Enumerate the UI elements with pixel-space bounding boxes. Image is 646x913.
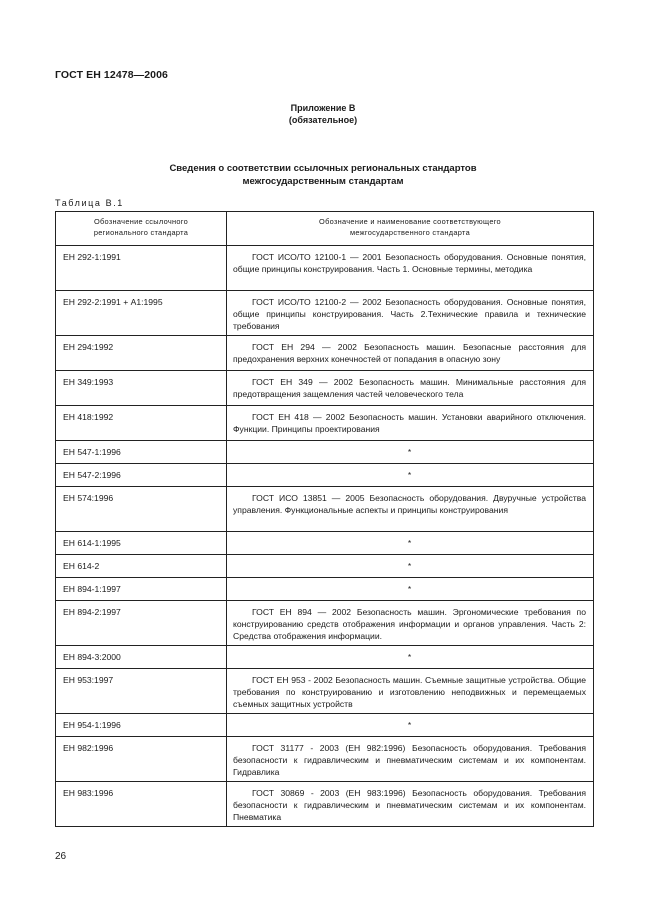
interstate-standard-text: * [407, 652, 412, 662]
table-row [56, 406, 594, 441]
interstate-standard-cell [227, 578, 594, 601]
interstate-standard-cell [227, 336, 594, 371]
interstate-standard-text: ГОСТ ИСО 13851 — 2005 Безопасность оборудования. Двуручные устройства управления. Функциональные аспекты и принципы конструирования [233, 493, 586, 515]
table-row [56, 532, 594, 555]
section-heading-line-2: межгосударственным стандартам [242, 176, 404, 187]
reference-standard-cell: ЕН 614-1:1995 [56, 532, 227, 555]
interstate-standard-cell [227, 555, 594, 578]
interstate-standard-text: ГОСТ ЕН 349 — 2002 Безопасность машин. Минимальные расстояния для предотвращения защемления частей человеческого тела [233, 377, 586, 399]
interstate-standard-text: ГОСТ ИСО/ТО 12100-1 — 2001 Безопасность оборудования. Основные понятия, общие принципы конструирования. Часть 1. Основные термины, методика [233, 252, 586, 274]
interstate-standard-text: ГОСТ ИСО/ТО 12100-2 — 2002 Безопасность оборудования. Основные понятия, общие принципы конструирования. Часть 2.Технические правила и технические требования [233, 297, 586, 331]
column-header-reference [56, 212, 227, 246]
table-row [56, 246, 594, 291]
standards-table-wrapper [55, 211, 593, 827]
interstate-standard-text: * [407, 720, 412, 730]
reference-standard-cell: ЕН 418:1992 [56, 406, 227, 441]
table-row [56, 601, 594, 646]
reference-standard-cell: ЕН 894-3:2000 [56, 646, 227, 669]
interstate-standard-text: * [407, 447, 412, 457]
reference-standard-cell: ЕН 547-2:1996 [56, 464, 227, 487]
table-row [56, 714, 594, 737]
interstate-standard-text: ГОСТ ЕН 418 — 2002 Безопасность машин. Установки аварийного отключения. Функции. Принципы проектирования [233, 412, 586, 434]
interstate-standard-cell [227, 646, 594, 669]
table-body [56, 246, 594, 827]
table-row [56, 737, 594, 782]
column-header-reference-line-1: Обозначение ссылочного [93, 217, 189, 226]
interstate-standard-cell [227, 246, 594, 291]
reference-standard-cell: ЕН 894-1:1997 [56, 578, 227, 601]
interstate-standard-text: ГОСТ ЕН 953 - 2002 Безопасность машин. Съемные защитные устройства. Общие требования по конструированию и изготовлению неподвижных и перемещаемых съемных защитных устройств [233, 675, 586, 709]
interstate-standard-cell [227, 406, 594, 441]
table-row [56, 782, 594, 827]
table-row [56, 578, 594, 601]
table-row [56, 555, 594, 578]
interstate-standard-cell [227, 487, 594, 532]
interstate-standard-cell [227, 601, 594, 646]
reference-standard-cell: ЕН 349:1993 [56, 371, 227, 406]
reference-standard-cell: ЕН 894-2:1997 [56, 601, 227, 646]
table-row [56, 669, 594, 714]
interstate-standard-cell [227, 441, 594, 464]
table-row [56, 371, 594, 406]
reference-standard-cell: ЕН 614-2 [56, 555, 227, 578]
reference-standard-cell: ЕН 574:1996 [56, 487, 227, 532]
interstate-standard-cell [227, 532, 594, 555]
interstate-standard-cell [227, 737, 594, 782]
appendix-title: Приложение В [290, 103, 356, 113]
interstate-standard-text: ГОСТ 30869 - 2003 (ЕН 983:1996) Безопасность оборудования. Требования безопасности к гидравлическим и пневматическим системам и их компонентам. Пневматика [233, 788, 586, 822]
interstate-standard-cell [227, 371, 594, 406]
column-header-interstate-line-1: Обозначение и наименование соответствующего [319, 217, 501, 226]
table-label: Таблица В.1 [55, 198, 124, 208]
page-number: 26 [55, 851, 67, 862]
reference-standard-cell: ЕН 292-2:1991 + А1:1995 [56, 291, 227, 336]
table-header-row [56, 212, 594, 246]
interstate-standard-text: * [407, 538, 412, 548]
table-row [56, 464, 594, 487]
column-header-interstate-line-2: межгосударственного стандарта [349, 228, 471, 237]
interstate-standard-cell [227, 464, 594, 487]
document-code: ГОСТ ЕН 12478—2006 [55, 69, 168, 81]
table-row [56, 487, 594, 532]
interstate-standard-cell [227, 782, 594, 827]
table-row [56, 441, 594, 464]
reference-standard-cell: ЕН 982:1996 [56, 737, 227, 782]
appendix-subtitle: (обязательное) [288, 115, 358, 125]
interstate-standard-cell [227, 669, 594, 714]
reference-standard-cell: ЕН 954-1:1996 [56, 714, 227, 737]
interstate-standard-text: ГОСТ ЕН 294 — 2002 Безопасность машин. Безопасные расстояния для предохранения верхних конечностей от попадания в опасную зону [233, 342, 586, 364]
interstate-standard-text: ГОСТ ЕН 894 — 2002 Безопасность машин. Эргономические требования по конструированию средств отображения информации и органов управления. Часть 2: Средства отображения информации. [233, 607, 586, 641]
interstate-standard-cell [227, 714, 594, 737]
interstate-standard-text: * [407, 584, 412, 594]
table-row [56, 336, 594, 371]
table-row [56, 291, 594, 336]
section-heading-line-1: Сведения о соответствии ссылочных региональных стандартов [169, 163, 477, 174]
reference-standard-cell: ЕН 294:1992 [56, 336, 227, 371]
interstate-standard-text: * [407, 470, 412, 480]
interstate-standard-text: ГОСТ 31177 - 2003 (ЕН 982:1996) Безопасность оборудования. Требования безопасности к гидравлическим и пневматическим системам и их компонентам. Гидравлика [233, 743, 586, 777]
interstate-standard-text: * [407, 561, 412, 571]
interstate-standard-cell [227, 291, 594, 336]
column-header-interstate [227, 212, 594, 246]
reference-standard-cell: ЕН 292-1:1991 [56, 246, 227, 291]
reference-standard-cell: ЕН 547-1:1996 [56, 441, 227, 464]
column-header-reference-line-2: регионального стандарта [93, 228, 189, 237]
table-row [56, 646, 594, 669]
reference-standard-cell: ЕН 983:1996 [56, 782, 227, 827]
standards-table [55, 211, 594, 827]
reference-standard-cell: ЕН 953:1997 [56, 669, 227, 714]
